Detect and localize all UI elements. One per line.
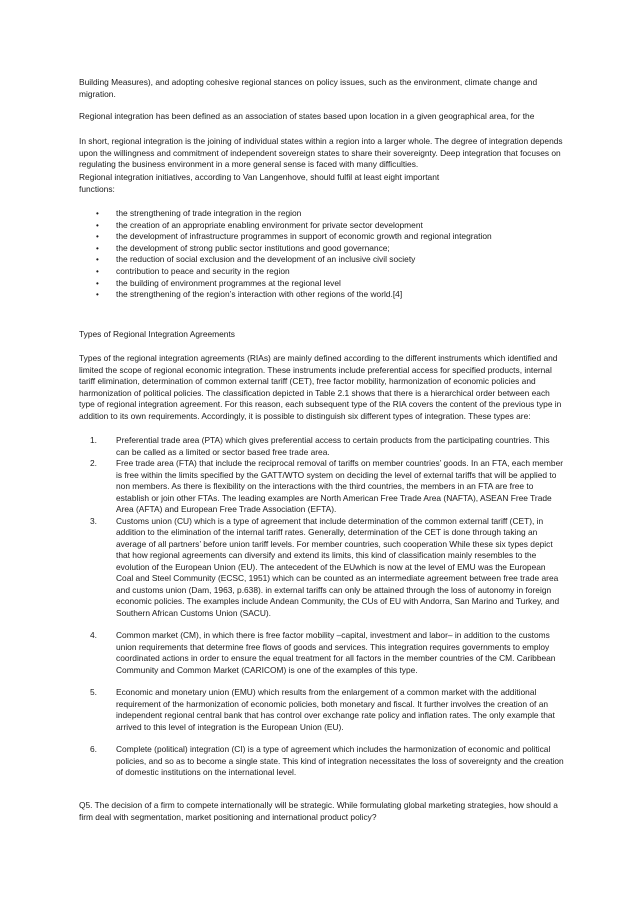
list-item: • the development of infrastructure programmes in support of economic growth and regional integration [96,231,492,242]
list-item: • the development of strong public sector institutions and good governance; [96,242,390,253]
list-item: 3. Customs union (CU) which is a type of agreement that include determination of the common external tariff (CET), in addition to the elimination of the internal tariff rates. Generally, determination of the CET is done through taking an average of all partners’ before union tariff levels. For member countries, such cooperation While these six types depict that how regional agreements can diversify and extend its limits, this kind of classification mainly resembles to the evolution of the European Union (EU). The antecedent of the EUwhich is now at the level of EMU was the European Coal and Steel Community (ECSC, 1951) which can be counted as an intermediate agreement between free trade area and customs union (Dam, 1963, p.638). in external tariffs can only be attained through the loss of autonomy in foreign economic policies. The examples include Andean Community, the CUs of EU with Andorra, San Marino and Turkey, and Southern African Customs Union (SACU). [90,515,560,618]
bullet-icon: • [96,220,99,230]
list-item: • the building of environment programmes at the regional level [96,277,341,288]
bullet-icon: • [96,232,99,242]
intro-initiatives: Regional integration initiatives, according to Van Langenhove, should fulfil at least eight important functions: [79,172,440,194]
types-intro: Types of the regional integration agreements (RIAs) are mainly defined according to the different instruments which identified and limited the scope of regional economic integration. These instruments include preferential access for specified products, internal tariff elimination, determination of common external tariff (CET), free factor mobility, harmonization of economic policies and harmonization of political policies. The classification depicted in Table 2.1 shows that there is a hierarchical order between each type of regional integration agreement. For this reason, each subsequent type of the RIA covers the content of the previous type in addition to its own requirements. Accordingly, it is possible to distinguish six different types of integration. These types are: [79,353,562,421]
list-item: 6. Complete (political) integration (CI) is a type of agreement which includes the harmonization of economic and political policies, and so as to become a single state. This kind of integration necessitates the loss of sovereignty and the creation of domestic institutions on the international level. [90,744,564,777]
list-item: 5. Economic and monetary union (EMU) which results from the enlargement of a common market with the additional requirement of the harmonization of economic policies, both monetary and fiscal. It further involves the creation of an independent regional central bank that has control over exchange rate policy and inflation rates. The only example that arrived to this level of integration is the European Union (EU). [90,687,555,732]
bullet-icon: • [96,255,99,265]
intro-in-short: In short, regional integration is the joining of individual states within a region into a larger whole. The degree of integration depends upon the willingness and commitment of independent sovereign states to share their sovereignty. Deep integration that focuses on regulating the business environment in a more general sense is faced with many difficulties. [79,136,563,169]
bullet-icon: • [96,266,99,276]
list-item: 4. Common market (CM), in which there is free factor mobility –capital, investment and labor– in addition to the customs union requirements that determine free flows of goods and services. This integration requires governments to employ coordinated actions in order to ensure the equal treatment for all factors in the member countries of the CM. Caribbean Community and Common Market (CARICOM) is one of the examples of this type. [90,630,556,675]
list-item: • the strengthening of the region’s interaction with other regions of the world.[4] [96,289,403,300]
section-heading: Types of Regional Integration Agreements [79,329,235,339]
question-q5: Q5. The decision of a firm to compete internationally will be strategic. While formulating global marketing strategies, how should a firm deal with segmentation, market positioning and international product policy? [79,800,558,822]
list-item: • the reduction of social exclusion and the development of an inclusive civil society [96,254,416,265]
list-item: • the creation of an appropriate enabling environment for private sector development [96,219,423,230]
intro-definition: Regional integration has been defined as an association of states based upon location in a given geographical area, for the [79,111,535,121]
bullet-icon: • [96,278,99,288]
bullet-icon: • [96,290,99,300]
bullet-icon: • [96,209,99,218]
bullet-icon: • [96,243,99,253]
intro-continuation: Building Measures), and adopting cohesive regional stances on policy issues, such as the environment, climate change and migration. [79,77,538,99]
list-item: 1. Preferential trade area (PTA) which gives preferential access to certain products from the participating countries. This can be called as a limited or sector based free trade area. [90,435,550,457]
functions-list [79,208,564,301]
list-item: • the strengthening of trade integration in the region [96,208,302,218]
list-item: • contribution to peace and security in the region [96,265,290,276]
types-list [79,435,564,779]
list-item: 2. Free trade area (FTA) that include the reciprocal removal of tariffs on member countries’ goods. In an FTA, each member is free within the limits specified by the GATT/WTO system on deciding the level of external tariffs that will be applied to non members. As there is flexibility on the interactions with the third countries, the members in an FTA are free to establish or join other FTAs. The leading examples are North American Free Trade Area (NAFTA), ASEAN Free Trade Area (AFTA) and European Free Trade Association (EFTA). [90,458,564,514]
